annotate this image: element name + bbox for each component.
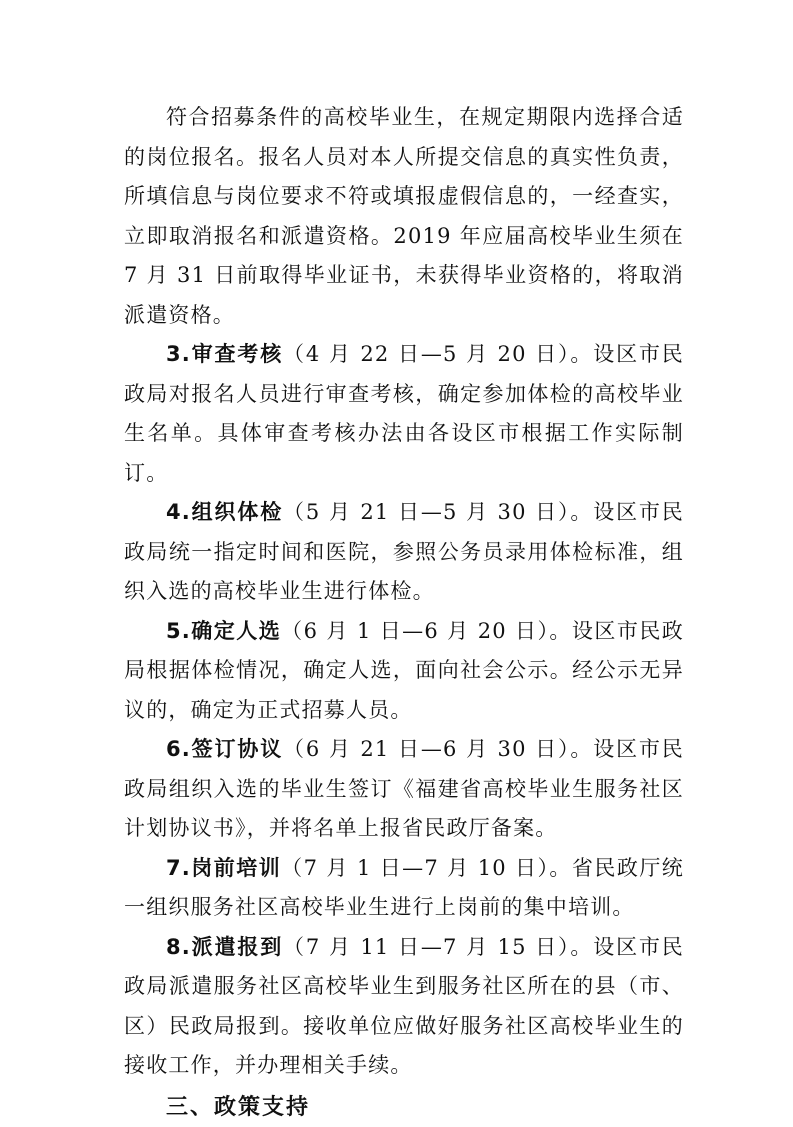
step-paragraph-8 bbox=[124, 928, 684, 1086]
step-body: （5 月 21 日—5 月 30 日）。设区市民政局统一指定时间和医院，参照公务员录用体检标准，组织入选的高校毕业生进行体检。 bbox=[124, 500, 684, 603]
step-title: 7.岗前培训 bbox=[166, 856, 281, 880]
step-title: 6.签订协议 bbox=[166, 737, 283, 761]
step-body: （6 月 21 日—6 月 30 日）。设区市民政局组织入选的毕业生签订《福建省高校毕业生服务社区计划协议书》，并将名单上报省民政厅备案。 bbox=[124, 737, 684, 840]
step-body: （6 月 1 日—6 月 20 日）。设区市民政局根据体检情况，确定人选，面向社会公示。经公示无异议的，确定为正式招募人员。 bbox=[124, 619, 684, 722]
document-body bbox=[124, 98, 684, 1127]
step-body: （7 月 11 日—7 月 15 日）。设区市民政局派遣服务社区高校毕业生到服务社区所在的县（市、区）民政局报到。接收单位应做好服务社区高校毕业生的接收工作，并办理相关手续。 bbox=[124, 935, 684, 1078]
step-paragraph-7 bbox=[124, 849, 684, 928]
step-paragraph-5 bbox=[124, 612, 684, 731]
step-body: （7 月 1 日—7 月 10 日）。省民政厅统一组织服务社区高校毕业生进行上岗前的集中培训。 bbox=[124, 856, 684, 920]
intro-paragraph: 符合招募条件的高校毕业生，在规定期限内选择合适的岗位报名。报名人员对本人所提交信息的真实性负责，所填信息与岗位要求不符或填报虚假信息的，一经查实，立即取消报名和派遣资格。2019 年应届高校毕业生须在 7 月 31 日前取得毕业证书，未获得毕业资格的，将取消派遣资格。 bbox=[124, 98, 684, 335]
step-body: （4 月 22 日—5 月 20 日）。设区市民政局对报名人员进行审查考核，确定参加体检的高校毕业生名单。具体审查考核办法由各设区市根据工作实际制订。 bbox=[124, 342, 684, 485]
section-heading: 三、政策支持 bbox=[124, 1088, 684, 1127]
step-title: 4.组织体检 bbox=[166, 500, 283, 524]
step-title: 5.确定人选 bbox=[166, 619, 281, 643]
step-title: 3.审查考核 bbox=[166, 342, 283, 366]
step-paragraph-3 bbox=[124, 335, 684, 493]
step-title: 8.派遣报到 bbox=[166, 935, 283, 959]
step-paragraph-4 bbox=[124, 493, 684, 612]
step-paragraph-6 bbox=[124, 730, 684, 849]
